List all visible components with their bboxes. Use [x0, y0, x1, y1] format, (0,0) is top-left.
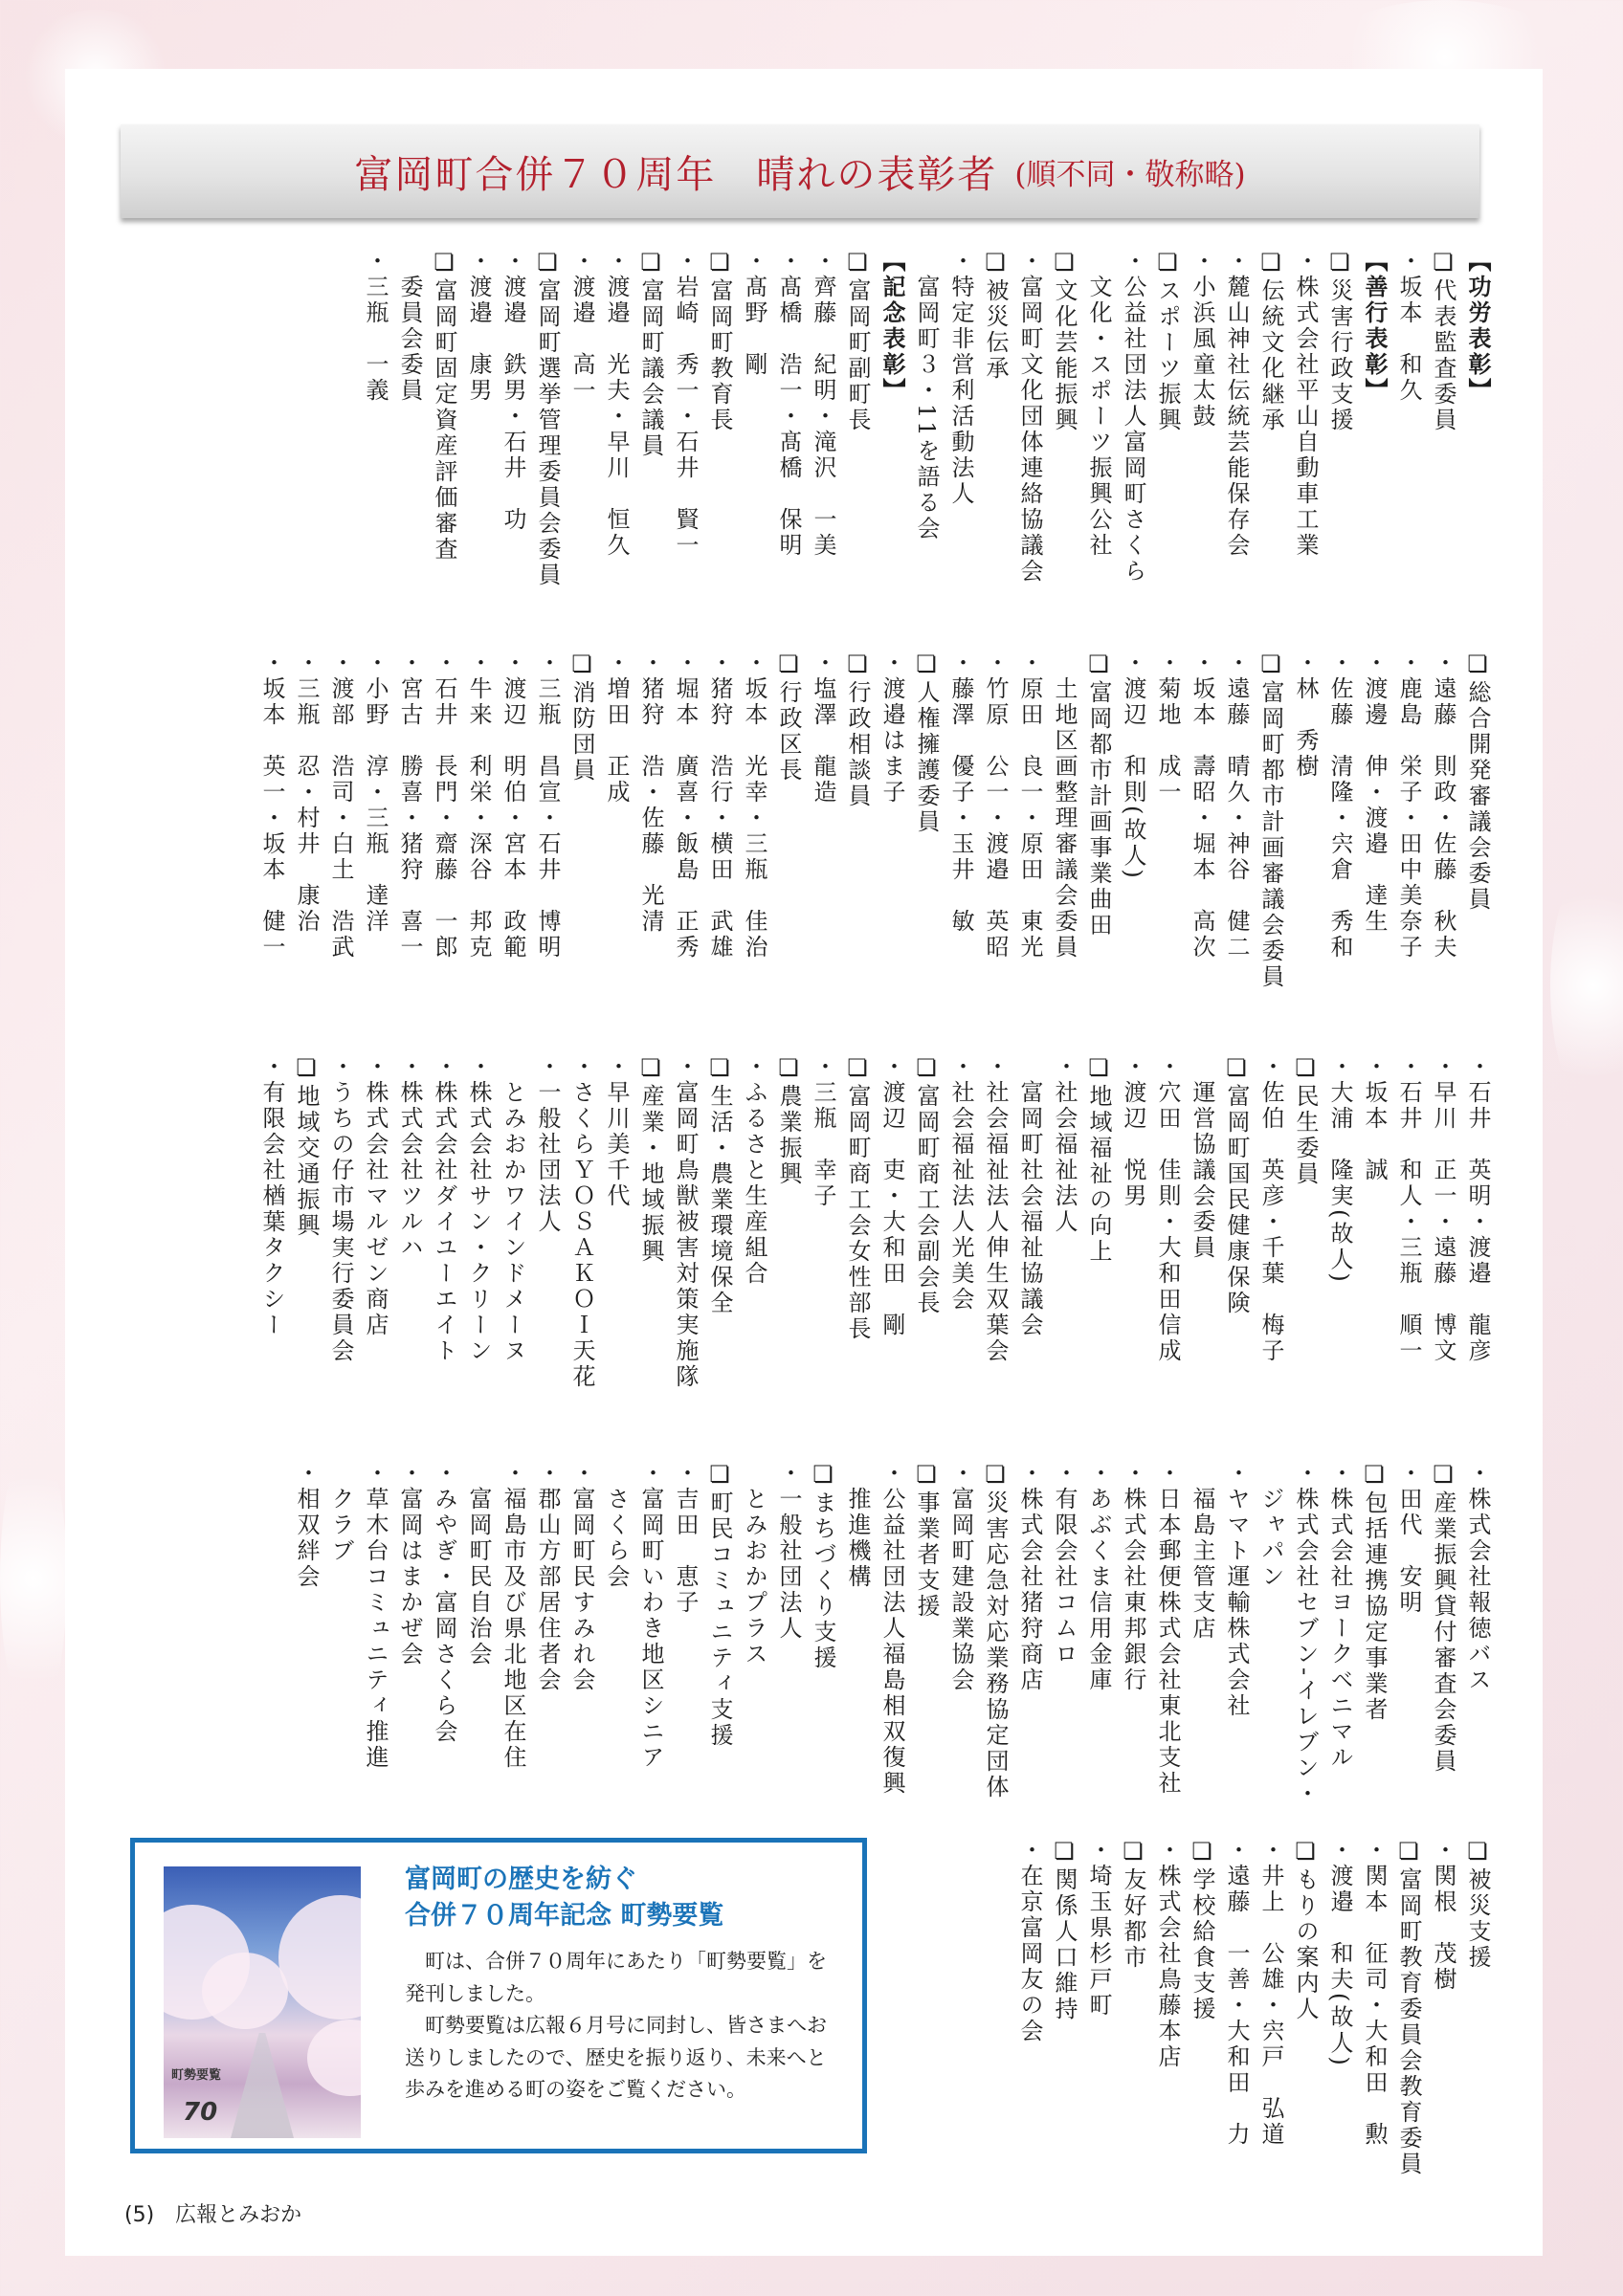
award-entry: ❏もりの案内人 — [1292, 1838, 1319, 2022]
title-banner — [121, 124, 1479, 218]
award-entry: ・菊地 成一 — [1154, 651, 1181, 806]
award-entry: ・坂本 光幸・三瓶 佳治 — [741, 651, 767, 960]
award-entry: ・株式会社マルゼン商店 — [362, 1054, 389, 1338]
award-entry: ・関根 茂樹 — [1430, 1838, 1456, 1993]
award-entry: ・うちの仔市場実行委員会 — [327, 1054, 354, 1364]
award-entry: ❏人権擁護委員 — [913, 651, 940, 835]
award-entry: ・坂本 誠 — [1361, 1054, 1388, 1183]
award-entry: ・吉田 恵子 — [672, 1461, 699, 1616]
award-entry: ・岩崎 秀一・石井 賢一 — [672, 249, 699, 559]
award-entry: 文化・スポーツ振興公社 — [1085, 249, 1112, 559]
award-entry: ・埼玉県杉戸町 — [1085, 1838, 1112, 2019]
award-entry: ・社会福祉法人 — [1051, 1054, 1078, 1235]
award-entry: ・富岡町いわき地区シニア — [637, 1461, 664, 1771]
award-entry: ・渡辺 吏・大和田 剛 — [878, 1054, 905, 1338]
award-entry: 土地区画整理審議会委員 — [1051, 651, 1078, 960]
award-entry: とみおかワインドメーヌ — [500, 1054, 526, 1364]
award-entry: ・渡邉 鉄男・石井 功 — [500, 249, 526, 533]
award-entry: ・渡邉 康男 — [465, 249, 492, 404]
award-entry: ・日本郵便株式会社東北支社 — [1154, 1461, 1181, 1797]
award-entry: ・草木台コミュニティ推進 — [362, 1461, 389, 1771]
award-entry: ・井上 公雄・宍戸 弘道 — [1257, 1838, 1284, 2148]
award-entry: ・渡辺 明伯・宮本 政範 — [500, 651, 526, 960]
award-entry: ・渡邉はま子 — [878, 651, 905, 806]
award-entry: ・増田 正成 — [603, 651, 630, 806]
award-entry: ❏富岡町商工会女性部長 — [844, 1054, 871, 1342]
section-heading: 【功労表彰】 — [1464, 249, 1492, 404]
yoran-heading: 富岡町の歴史を紡ぐ 合併７０周年記念 町勢要覧 — [405, 1865, 724, 1931]
award-entry: ・社会福祉法人伸生双葉会 — [982, 1054, 1009, 1364]
award-entry: ❏産業・地域振興 — [637, 1054, 664, 1265]
award-entry: ・渡邉 高一 — [568, 249, 595, 404]
yoran-description — [405, 1946, 839, 2107]
award-entry: ・富岡はまかぜ会 — [396, 1461, 423, 1667]
page-title: 富岡町合併７０周年 晴れの表彰者 — [354, 152, 998, 197]
cover-title: 町勢要覧 — [171, 2068, 222, 2083]
award-entry: ・株式会社猪狩商店 — [1016, 1461, 1043, 1693]
award-entry: 富岡町３・11を語る会 — [913, 249, 940, 542]
award-entry: ・公益社団法人富岡町さくら — [1120, 249, 1146, 585]
award-entry: ❏富岡町選挙管理委員会委員 — [534, 249, 561, 588]
award-entry: ❏民生委員 — [1292, 1054, 1319, 1187]
award-entry: ・宮古 勝喜・猪狩 喜一 — [396, 651, 423, 960]
section-heading: 【記念表彰】 — [878, 249, 906, 404]
award-entry: ・遠藤 一善・大和田 力 — [1223, 1838, 1250, 2148]
award-entry: ・一般社団法人 — [775, 1461, 802, 1642]
award-entry: ・渡辺 和則(故人) — [1120, 651, 1146, 881]
award-entry: ・髙橋 浩一・髙橋 保明 — [775, 249, 802, 559]
award-entry: ・早川美千代 — [603, 1054, 630, 1209]
award-entry: ❏まちづくり支援 — [810, 1461, 836, 1671]
award-entry: とみおかプラス — [741, 1461, 767, 1667]
award-entry: ・特定非営利活動法人 — [947, 249, 974, 507]
award-entry: ・社会福祉法人光美会 — [947, 1054, 974, 1313]
award-entry: ・在京富岡友の会 — [1016, 1838, 1043, 2044]
award-entry: ❏災害行政支援 — [1326, 249, 1353, 433]
award-entry: ・株式会社ダイユーエイト — [431, 1054, 457, 1364]
award-entry: ・渡邉 和夫(故人) — [1326, 1838, 1353, 2068]
award-entry: さくら会 — [603, 1461, 630, 1590]
award-entry: ❏地域福祉の向上 — [1085, 1054, 1112, 1265]
award-entry: ・さくらＹＯＳＡＫＯＩ天花 — [568, 1054, 595, 1390]
award-entry: ・坂本 壽昭・堀本 高次 — [1189, 651, 1215, 960]
page-subtitle: (順不同・敬称略) — [1014, 157, 1246, 192]
award-entry: ・穴田 佳則・大和田信成 — [1154, 1054, 1181, 1364]
award-entry: ・富岡町文化団体連絡協議会 — [1016, 249, 1043, 585]
award-entry: 運営協議会委員 — [1189, 1054, 1215, 1261]
award-entry: ・髙野 剛 — [741, 249, 767, 378]
award-entry: ❏富岡町副町長 — [844, 249, 871, 433]
award-entry: ・株式会社ヨークベニマル — [1326, 1461, 1353, 1771]
award-entry: ・有限会社コムロ — [1051, 1461, 1078, 1667]
award-entry: ・林 秀樹 — [1292, 651, 1319, 780]
award-entry: ・ヤマト運輸株式会社 — [1223, 1461, 1250, 1719]
award-entry: ・渡部 浩司・白土 浩武 — [327, 651, 354, 960]
award-entry: ❏農業振興 — [775, 1054, 802, 1187]
award-entry: ・竹原 公一・渡邉 英昭 — [982, 651, 1009, 960]
award-entry: ・三瓶 昌宣・石井 博明 — [534, 651, 561, 960]
award-entry: ❏災害応急対応業務協定団体 — [982, 1461, 1009, 1800]
award-entry: ・一般社団法人 — [534, 1054, 561, 1235]
section-heading: 【善行表彰】 — [1361, 249, 1389, 404]
anniversary-logo: 70 — [183, 2098, 218, 2127]
award-entry: 福島主管支店 — [1189, 1461, 1215, 1642]
award-entry: ・株式会社鳥藤本店 — [1154, 1838, 1181, 2070]
award-entry: ・相双絆会 — [293, 1461, 320, 1590]
award-entry: 富岡町社会福祉協議会 — [1016, 1054, 1043, 1338]
award-entry: ・渡邉 光夫・早川 恒久 — [603, 249, 630, 559]
award-entry: ❏富岡町国民健康保険 — [1223, 1054, 1250, 1316]
award-entry: ・みやぎ・富岡さくら会 — [431, 1461, 457, 1745]
award-entry: ジャパン — [1257, 1461, 1284, 1590]
award-entry: 推進機構 — [844, 1461, 871, 1590]
award-entry: ・佐藤 清隆・宍倉 秀和 — [1326, 651, 1353, 960]
award-entry: ・猪狩 浩・佐藤 光清 — [637, 651, 664, 935]
award-entry: ❏富岡町議会議員 — [637, 249, 664, 459]
award-entry: ・堀本 廣喜・飯島 正秀 — [672, 651, 699, 960]
award-entry: ・早川 正一・遠藤 博文 — [1430, 1054, 1456, 1364]
award-entry: ❏学校給食支援 — [1189, 1838, 1215, 2022]
award-entry: ❏富岡町教育長 — [706, 249, 733, 433]
yoran-paragraph-1: 町は、合併７０周年にあたり「町勢要覧」を発刊しました。 — [405, 1950, 827, 2005]
award-entry: ❏生活・農業環境保全 — [706, 1054, 733, 1316]
award-entry: ❏被災支援 — [1464, 1838, 1491, 1971]
award-entry: ❏伝統文化継承 — [1257, 249, 1284, 433]
award-entry: ・石井 長門・齋藤 一郎 — [431, 651, 457, 960]
award-entry: ・田代 安明 — [1395, 1461, 1422, 1616]
award-entry: ・渡辺 悦男 — [1120, 1054, 1146, 1209]
award-entry: ❏富岡都市計画事業曲田 — [1085, 651, 1112, 938]
award-entry: ・渡邊 伸・渡邉 達生 — [1361, 651, 1388, 935]
award-entry: ❏富岡町商工会副会長 — [913, 1054, 940, 1316]
yoran-cover-image — [164, 1866, 361, 2138]
award-entry: ・ふるさと生産組合 — [741, 1054, 767, 1287]
award-entry: ・福島市及び県北地区在住 — [500, 1461, 526, 1771]
award-entry: ・石井 和人・三瓶 順一 — [1395, 1054, 1422, 1364]
award-entry: ・藤澤 優子・玉井 敏 — [947, 651, 974, 935]
award-entry: ❏総合開発審議会委員 — [1464, 651, 1491, 913]
award-entry: ・小野 淳・三瓶 達洋 — [362, 651, 389, 935]
award-entry: ・大浦 隆実(故人) — [1326, 1054, 1353, 1285]
award-entry: ・麓山神社伝統芸能保存会 — [1223, 249, 1250, 559]
award-entry: ・三瓶 幸子 — [810, 1054, 836, 1209]
award-entry: ❏富岡町教育委員会教育委員 — [1395, 1838, 1422, 2177]
award-entry: ・富岡町鳥獣被害対策実施隊 — [672, 1054, 699, 1390]
award-entry: ・遠藤 則政・佐藤 秋夫 — [1430, 651, 1456, 960]
award-entry: ・牛来 利栄・深谷 邦克 — [465, 651, 492, 960]
award-entry: ・石井 英明・渡邉 龍彦 — [1464, 1054, 1491, 1364]
award-entry: ・富岡町建設業協会 — [947, 1461, 974, 1693]
award-entry: ❏富岡町固定資産評価審査 — [431, 249, 457, 563]
award-entry: ・鹿島 栄子・田中美奈子 — [1395, 651, 1422, 960]
award-entry: ・株式会社報徳バス — [1464, 1461, 1491, 1693]
yoran-info-box — [130, 1838, 867, 2153]
award-entry: ・三瓶 忍・村井 康治 — [293, 651, 320, 935]
award-entry: クラブ — [327, 1461, 354, 1564]
award-entry: ・遠藤 晴久・神谷 健二 — [1223, 651, 1250, 960]
award-entry: ❏スポーツ振興 — [1154, 249, 1181, 433]
page-sheet — [65, 69, 1543, 2256]
award-entry: ・株式会社サン・クリーン — [465, 1054, 492, 1364]
award-entry: ・公益社団法人福島相双復興 — [878, 1461, 905, 1797]
award-entry: ❏文化芸能振興 — [1051, 249, 1078, 433]
award-entry: 委員会委員 — [396, 249, 423, 404]
award-entry: ❏友好都市 — [1120, 1838, 1146, 1971]
award-column-5 — [1012, 1838, 1495, 2220]
award-entry: ・坂本 和久 — [1395, 249, 1422, 404]
award-entry: ・郡山方部居住者会 — [534, 1461, 561, 1693]
award-entry: ・株式会社平山自動車工業 — [1292, 249, 1319, 559]
award-entry: 富岡町民自治会 — [465, 1461, 492, 1667]
award-entry: ❏富岡町都市計画審議会委員 — [1257, 651, 1284, 990]
award-entry: ・株式会社東邦銀行 — [1120, 1461, 1146, 1693]
award-entry: ❏町民コミュニティ支援 — [706, 1461, 733, 1749]
award-entry: ❏消防団員 — [568, 651, 595, 784]
award-entry: ❏行政区長 — [775, 651, 802, 784]
award-entry: ・小浜風童太鼓 — [1189, 249, 1215, 430]
award-entry: ・株式会社セブン-イレブン・ — [1292, 1461, 1319, 1808]
award-entry: ・原田 良一・原田 東光 — [1016, 651, 1043, 960]
award-entry: ・関本 征司・大和田 勲 — [1361, 1838, 1388, 2148]
award-entry: ・塩澤 龍造 — [810, 651, 836, 806]
award-entry: ❏代表監査委員 — [1430, 249, 1456, 433]
award-entry: ❏事業者支援 — [913, 1461, 940, 1620]
award-entry: ・富岡町民すみれ会 — [568, 1461, 595, 1693]
award-entry: ・有限会社楢葉タクシー — [258, 1054, 285, 1338]
award-entry: ・猪狩 浩行・横田 武雄 — [706, 651, 733, 960]
page-footer: (5) 広報とみおか — [124, 2203, 302, 2227]
award-entry: ❏地域交通振興 — [293, 1054, 320, 1239]
award-entry: ❏関係人口維持 — [1051, 1838, 1078, 2022]
yoran-paragraph-2: 町勢要覧は広報６月号に同封し、皆さまへお送りしましたので、歴史を振り返り、未来へと歩みを進める町の姿をご覧ください。 — [405, 2014, 827, 2102]
award-entry: ❏被災伝承 — [982, 249, 1009, 382]
award-entry: ・あぶくま信用金庫 — [1085, 1461, 1112, 1693]
award-entry: ・坂本 英一・坂本 健一 — [258, 651, 285, 960]
award-entry: ・三瓶 一義 — [362, 249, 389, 404]
award-entry: ・佐伯 英彦・千葉 梅子 — [1257, 1054, 1284, 1364]
award-entry: ❏行政相談員 — [844, 651, 871, 809]
award-entry: ❏産業振興貸付審査会委員 — [1430, 1461, 1456, 1775]
award-entry: ❏包括連携協定事業者 — [1361, 1461, 1388, 1723]
award-entry: ・齊藤 紀明・滝沢 一美 — [810, 249, 836, 559]
award-entry: ・株式会社ツルハ — [396, 1054, 423, 1261]
